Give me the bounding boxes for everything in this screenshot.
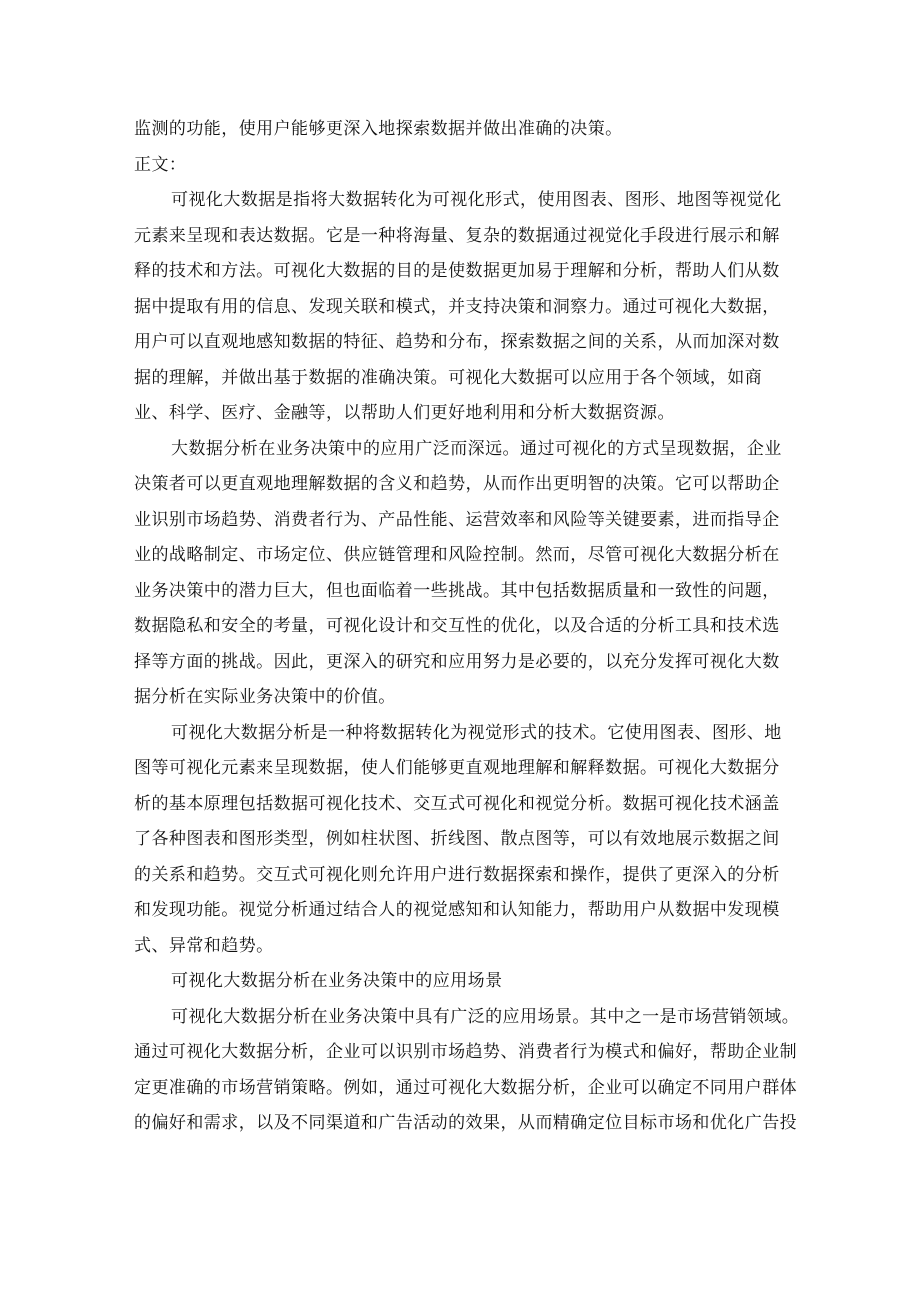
text-line: 和发现功能。视觉分析通过结合人的视觉感知和认知能力，帮助用户从数据中发现模 [134, 900, 780, 920]
text-line: 通过可视化大数据分析，企业可以识别市场趋势、消费者行为模式和偏好，帮助企业制 [134, 1042, 798, 1062]
text-line: 择等方面的挑战。因此，更深入的研究和应用努力是必要的，以充分发挥可视化大数 [134, 651, 780, 672]
text-line: 用户可以直观地感知数据的特征、趋势和分布，探索数据之间的关系，从而加深对数 [134, 332, 780, 352]
text-line: 了各种图表和图形类型，例如柱状图、折线图、散点图等，可以有效地展示数据之间 [134, 829, 780, 849]
text-line: 业识别市场趋势、消费者行为、产品性能、运营效率和风险等关键要素，进而指导企 [134, 509, 780, 530]
text-line: 析的基本原理包括数据可视化技术、交互式可视化和视觉分析。数据可视化技术涵盖 [134, 793, 780, 814]
text-line: 监测的功能，使用户能够更深入地探索数据并做出准确的决策。 [134, 119, 623, 139]
text-line: 大数据分析在业务决策中的应用广泛而深远。通过可视化的方式呈现数据，企业 [171, 438, 782, 459]
text-line: 可视化大数据分析是一种将数据转化为视觉形式的技术。它使用图表、图形、地 [171, 722, 782, 743]
document-page [134, 112, 802, 1142]
text-line: 可视化大数据是指将大数据转化为可视化形式，使用图表、图形、地图等视觉化 [171, 190, 782, 210]
text-line: 定更准确的市场营销策略。例如，通过可视化大数据分析，企业可以确定不同用户群体 [134, 1077, 798, 1098]
text-line: 式、异常和趋势。 [134, 935, 274, 956]
text-line: 正文： [134, 154, 187, 175]
text-line: 可视化大数据分析在业务决策中具有广泛的应用场景。其中之一是市场营销领域。 [171, 1006, 800, 1027]
text-line: 数据隐私和安全的考量，可视化设计和交互性的优化，以及合适的分析工具和技术选 [134, 616, 780, 636]
text-line: 元素来呈现和表达数据。它是一种将海量、复杂的数据通过视觉化手段进行展示和解 [134, 225, 780, 246]
text-line: 的关系和趋势。交互式可视化则允许用户进行数据探索和操作，提供了更深入的分析 [134, 864, 780, 885]
text-line: 释的技术和方法。可视化大数据的目的是使数据更加易于理解和分析，帮助人们从数 [134, 261, 780, 281]
text-line: 据分析在实际业务决策中的价值。 [134, 687, 396, 707]
text-line: 决策者可以更直观地理解数据的含义和趋势，从而作出更明智的决策。它可以帮助企 [134, 474, 780, 494]
text-line: 图等可视化元素来呈现数据，使人们能够更直观地理解和解释数据。可视化大数据分 [134, 758, 780, 778]
text-line: 可视化大数据分析在业务决策中的应用场景 [171, 971, 503, 991]
text-line: 业的战略制定、市场定位、供应链管理和风险控制。然而，尽管可视化大数据分析在 [134, 545, 780, 565]
text-line: 据中提取有用的信息、发现关联和模式，并支持决策和洞察力。通过可视化大数据， [134, 296, 780, 317]
text-line: 据的理解，并做出基于数据的准确决策。可视化大数据可以应用于各个领域，如商 [134, 367, 763, 388]
text-line: 的偏好和需求，以及不同渠道和广告活动的效果，从而精确定位目标市场和优化广告投 [134, 1113, 798, 1133]
text-line: 业、科学、医疗、金融等，以帮助人们更好地利用和分析大数据资源。 [134, 403, 675, 423]
text-line: 业务决策中的潜力巨大，但也面临着一些挑战。其中包括数据质量和一致性的问题， [134, 580, 780, 601]
